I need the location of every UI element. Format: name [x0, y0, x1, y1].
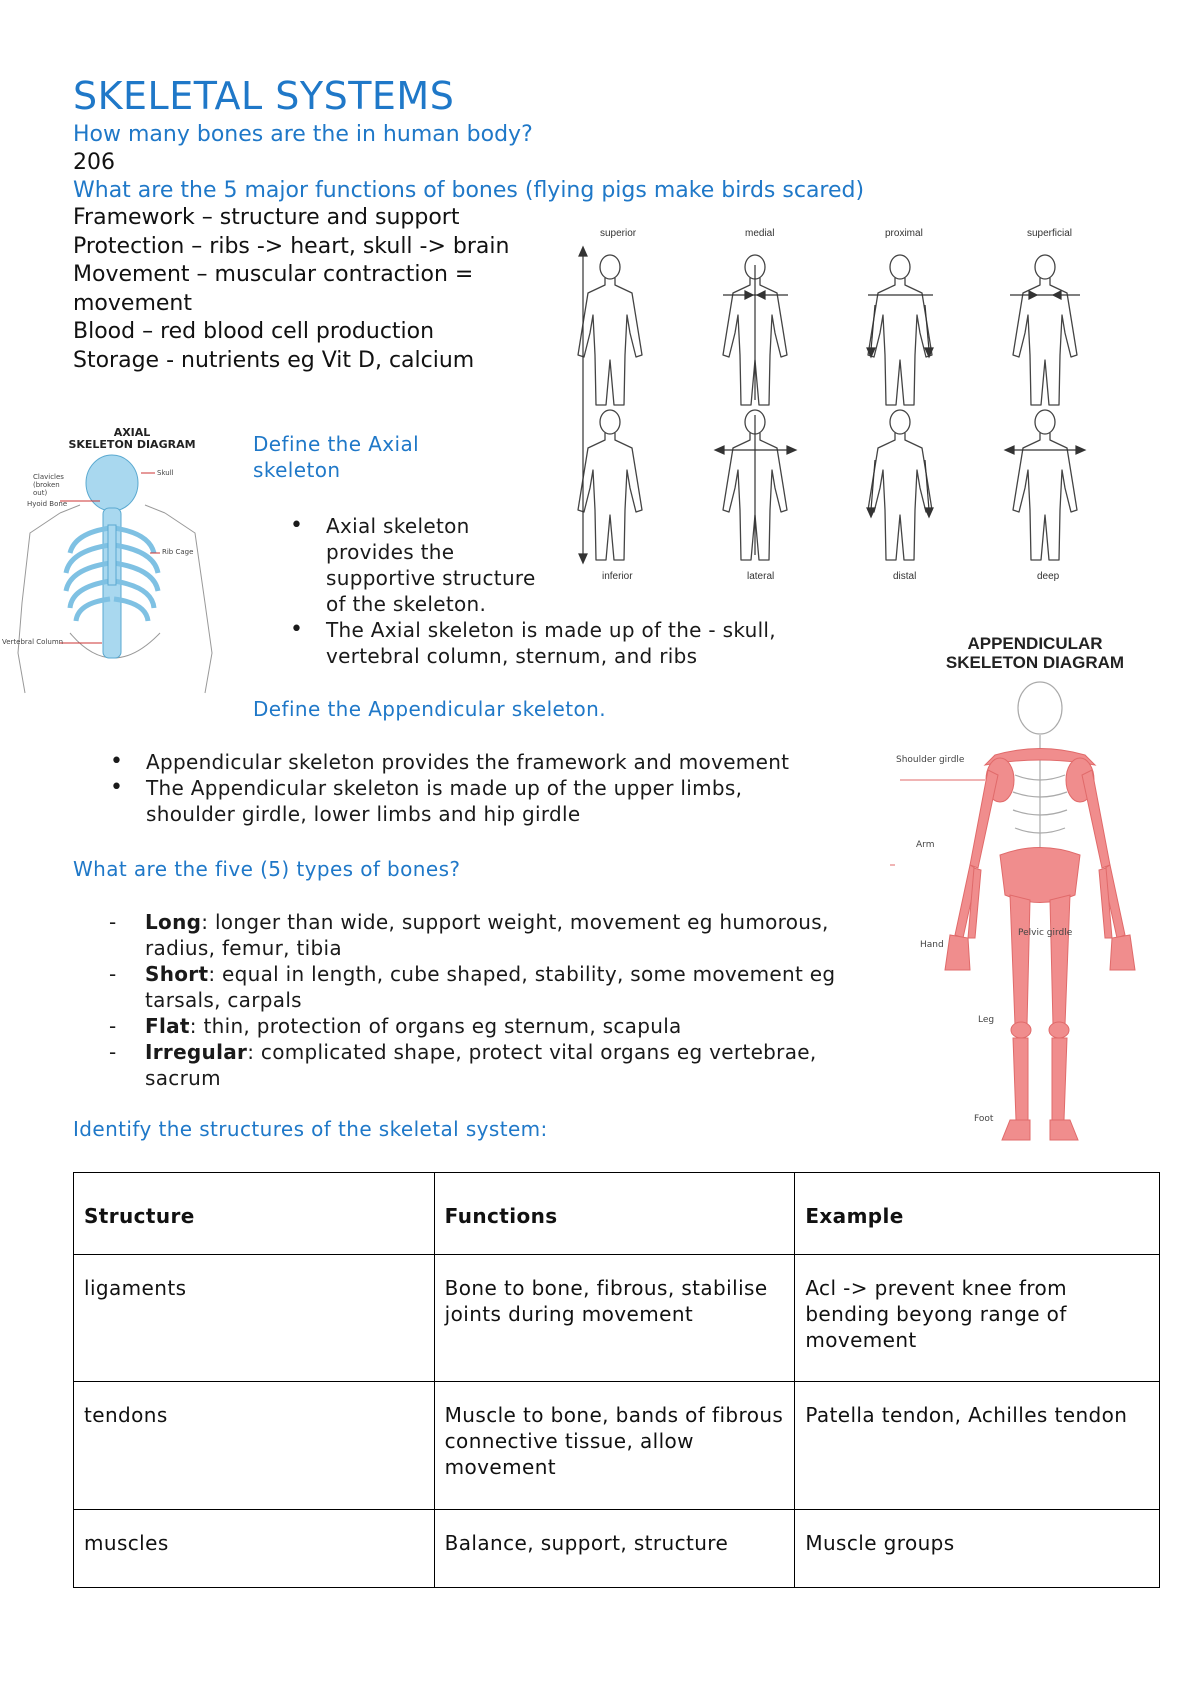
axial-heading-line2: skeleton: [253, 458, 341, 482]
label-proximal: proximal: [885, 228, 923, 239]
appendicular-bullet: • The Appendicular skeleton is made up of the upper limbs, shoulder girdle, lower limbs and hip girdle: [110, 775, 806, 827]
label-superficial: superficial: [1027, 228, 1073, 239]
appendicular-label-hand: Hand: [920, 940, 944, 950]
table-cell: Balance, support, structure: [434, 1510, 795, 1588]
table-cell: Muscle groups: [795, 1510, 1160, 1588]
axial-label-clavicles: Clavicles (broken out): [33, 473, 64, 497]
table-cell: Acl -> prevent knee from bending beyong range of movement: [795, 1255, 1160, 1382]
types-heading: What are the five (5) types of bones?: [73, 857, 461, 881]
answer-bone-count: 206: [73, 150, 115, 175]
structures-heading: Identify the structures of the skeletal system:: [73, 1117, 548, 1141]
axial-diagram-title: AXIAL: [113, 426, 151, 439]
label-distal: distal: [893, 571, 917, 582]
appendicular-skeleton-figure: [890, 680, 1180, 1160]
axial-heading-line1: Define the Axial: [253, 432, 420, 456]
bone-type-item: [73, 1039, 873, 1091]
table-row: [74, 1255, 1160, 1382]
axial-bullet: • The Axial skeleton is made up of the - skull, vertebral column, sternum, and ribs: [290, 617, 826, 669]
bone-type-item: [73, 1013, 873, 1039]
table-cell: ligaments: [74, 1255, 435, 1382]
bone-type-item: [73, 961, 873, 1013]
function-item: Blood – red blood cell production: [73, 319, 435, 344]
axial-skeleton-diagram: [0, 425, 240, 715]
function-item: Storage - nutrients eg Vit D, calcium: [73, 347, 475, 373]
table-cell: Muscle to bone, bands of fibrous connective tissue, allow movement: [434, 1382, 795, 1510]
axial-bullet: • Axial skeleton provides the supportive structure of the skeleton.: [290, 513, 556, 617]
appendicular-label-shoulder-girdle: Shoulder girdle: [896, 755, 965, 765]
appendicular-skeleton-diagram: [890, 630, 1180, 1160]
appendicular-label-arm: Arm: [916, 840, 935, 850]
table-header-row: [74, 1173, 1160, 1255]
structures-table: [73, 1172, 1160, 1588]
label-deep: deep: [1037, 571, 1060, 582]
bone-type-term: Long: [145, 910, 202, 934]
functions-list: [73, 204, 543, 375]
appendicular-label-pelvic-girdle: Pelvic girdle: [1018, 928, 1073, 938]
bone-types-list: [73, 909, 873, 1091]
function-item: Framework – structure and support: [73, 205, 460, 230]
question-bone-count: How many bones are the in human body?: [73, 122, 533, 147]
axial-heading: [253, 431, 419, 483]
table-row: [74, 1510, 1160, 1588]
appendicular-label-foot: Foot: [974, 1114, 994, 1124]
function-item: Movement – muscular contraction = movement: [73, 262, 474, 316]
table-header: Structure: [74, 1173, 435, 1255]
axial-label-vertebral-column: Vertebral Column: [2, 638, 64, 646]
bone-type-term: Irregular: [145, 1040, 248, 1064]
table-header: Functions: [434, 1173, 795, 1255]
question-functions: What are the 5 major functions of bones (flying pigs make birds scared): [73, 178, 865, 203]
table-header: Example: [795, 1173, 1160, 1255]
axial-label-skull: Skull: [157, 469, 174, 477]
bone-type-item: [73, 909, 873, 961]
table-cell: Bone to bone, fibrous, stabilise joints during movement: [434, 1255, 795, 1382]
bone-type-term: Short: [145, 962, 209, 986]
table-cell: muscles: [74, 1510, 435, 1588]
appendicular-diagram-subtitle: SKELETON DIAGRAM: [945, 653, 1125, 672]
axial-diagram-subtitle: SKELETON DIAGRAM: [68, 438, 196, 451]
bone-type-desc: : complicated shape, protect vital organs eg vertebrae, sacrum: [145, 1040, 817, 1090]
label-medial: medial: [745, 228, 775, 239]
table-cell: tendons: [74, 1382, 435, 1510]
axial-bullets: [290, 513, 835, 669]
function-item: Protection – ribs -> heart, skull -> brain: [73, 233, 510, 259]
bone-type-desc: : thin, protection of organs eg sternum, scapula: [189, 1014, 682, 1038]
appendicular-bullets: [110, 749, 850, 827]
table-row: [74, 1382, 1160, 1510]
bone-type-desc: : equal in length, cube shaped, stability, some movement eg tarsals, carpals: [145, 962, 836, 1012]
appendicular-bullet: • Appendicular skeleton provides the framework and movement: [110, 749, 850, 775]
appendicular-label-leg: Leg: [978, 1015, 995, 1025]
bone-type-desc: : longer than wide, support weight, movement eg humorous, radius, femur, tibia: [145, 910, 829, 960]
label-superior: superior: [600, 228, 637, 239]
label-inferior: inferior: [602, 571, 633, 582]
page-title: SKELETAL SYSTEMS: [73, 74, 455, 118]
label-lateral: lateral: [747, 571, 775, 582]
appendicular-diagram-title: APPENDICULAR: [967, 634, 1103, 653]
appendicular-heading: Define the Appendicular skeleton.: [253, 697, 606, 721]
axial-label-rib-cage: Rib Cage: [162, 548, 194, 556]
axial-label-hyoid: Hyoid Bone: [27, 500, 68, 508]
table-cell: Patella tendon, Achilles tendon: [795, 1382, 1160, 1510]
bone-type-term: Flat: [145, 1014, 190, 1038]
